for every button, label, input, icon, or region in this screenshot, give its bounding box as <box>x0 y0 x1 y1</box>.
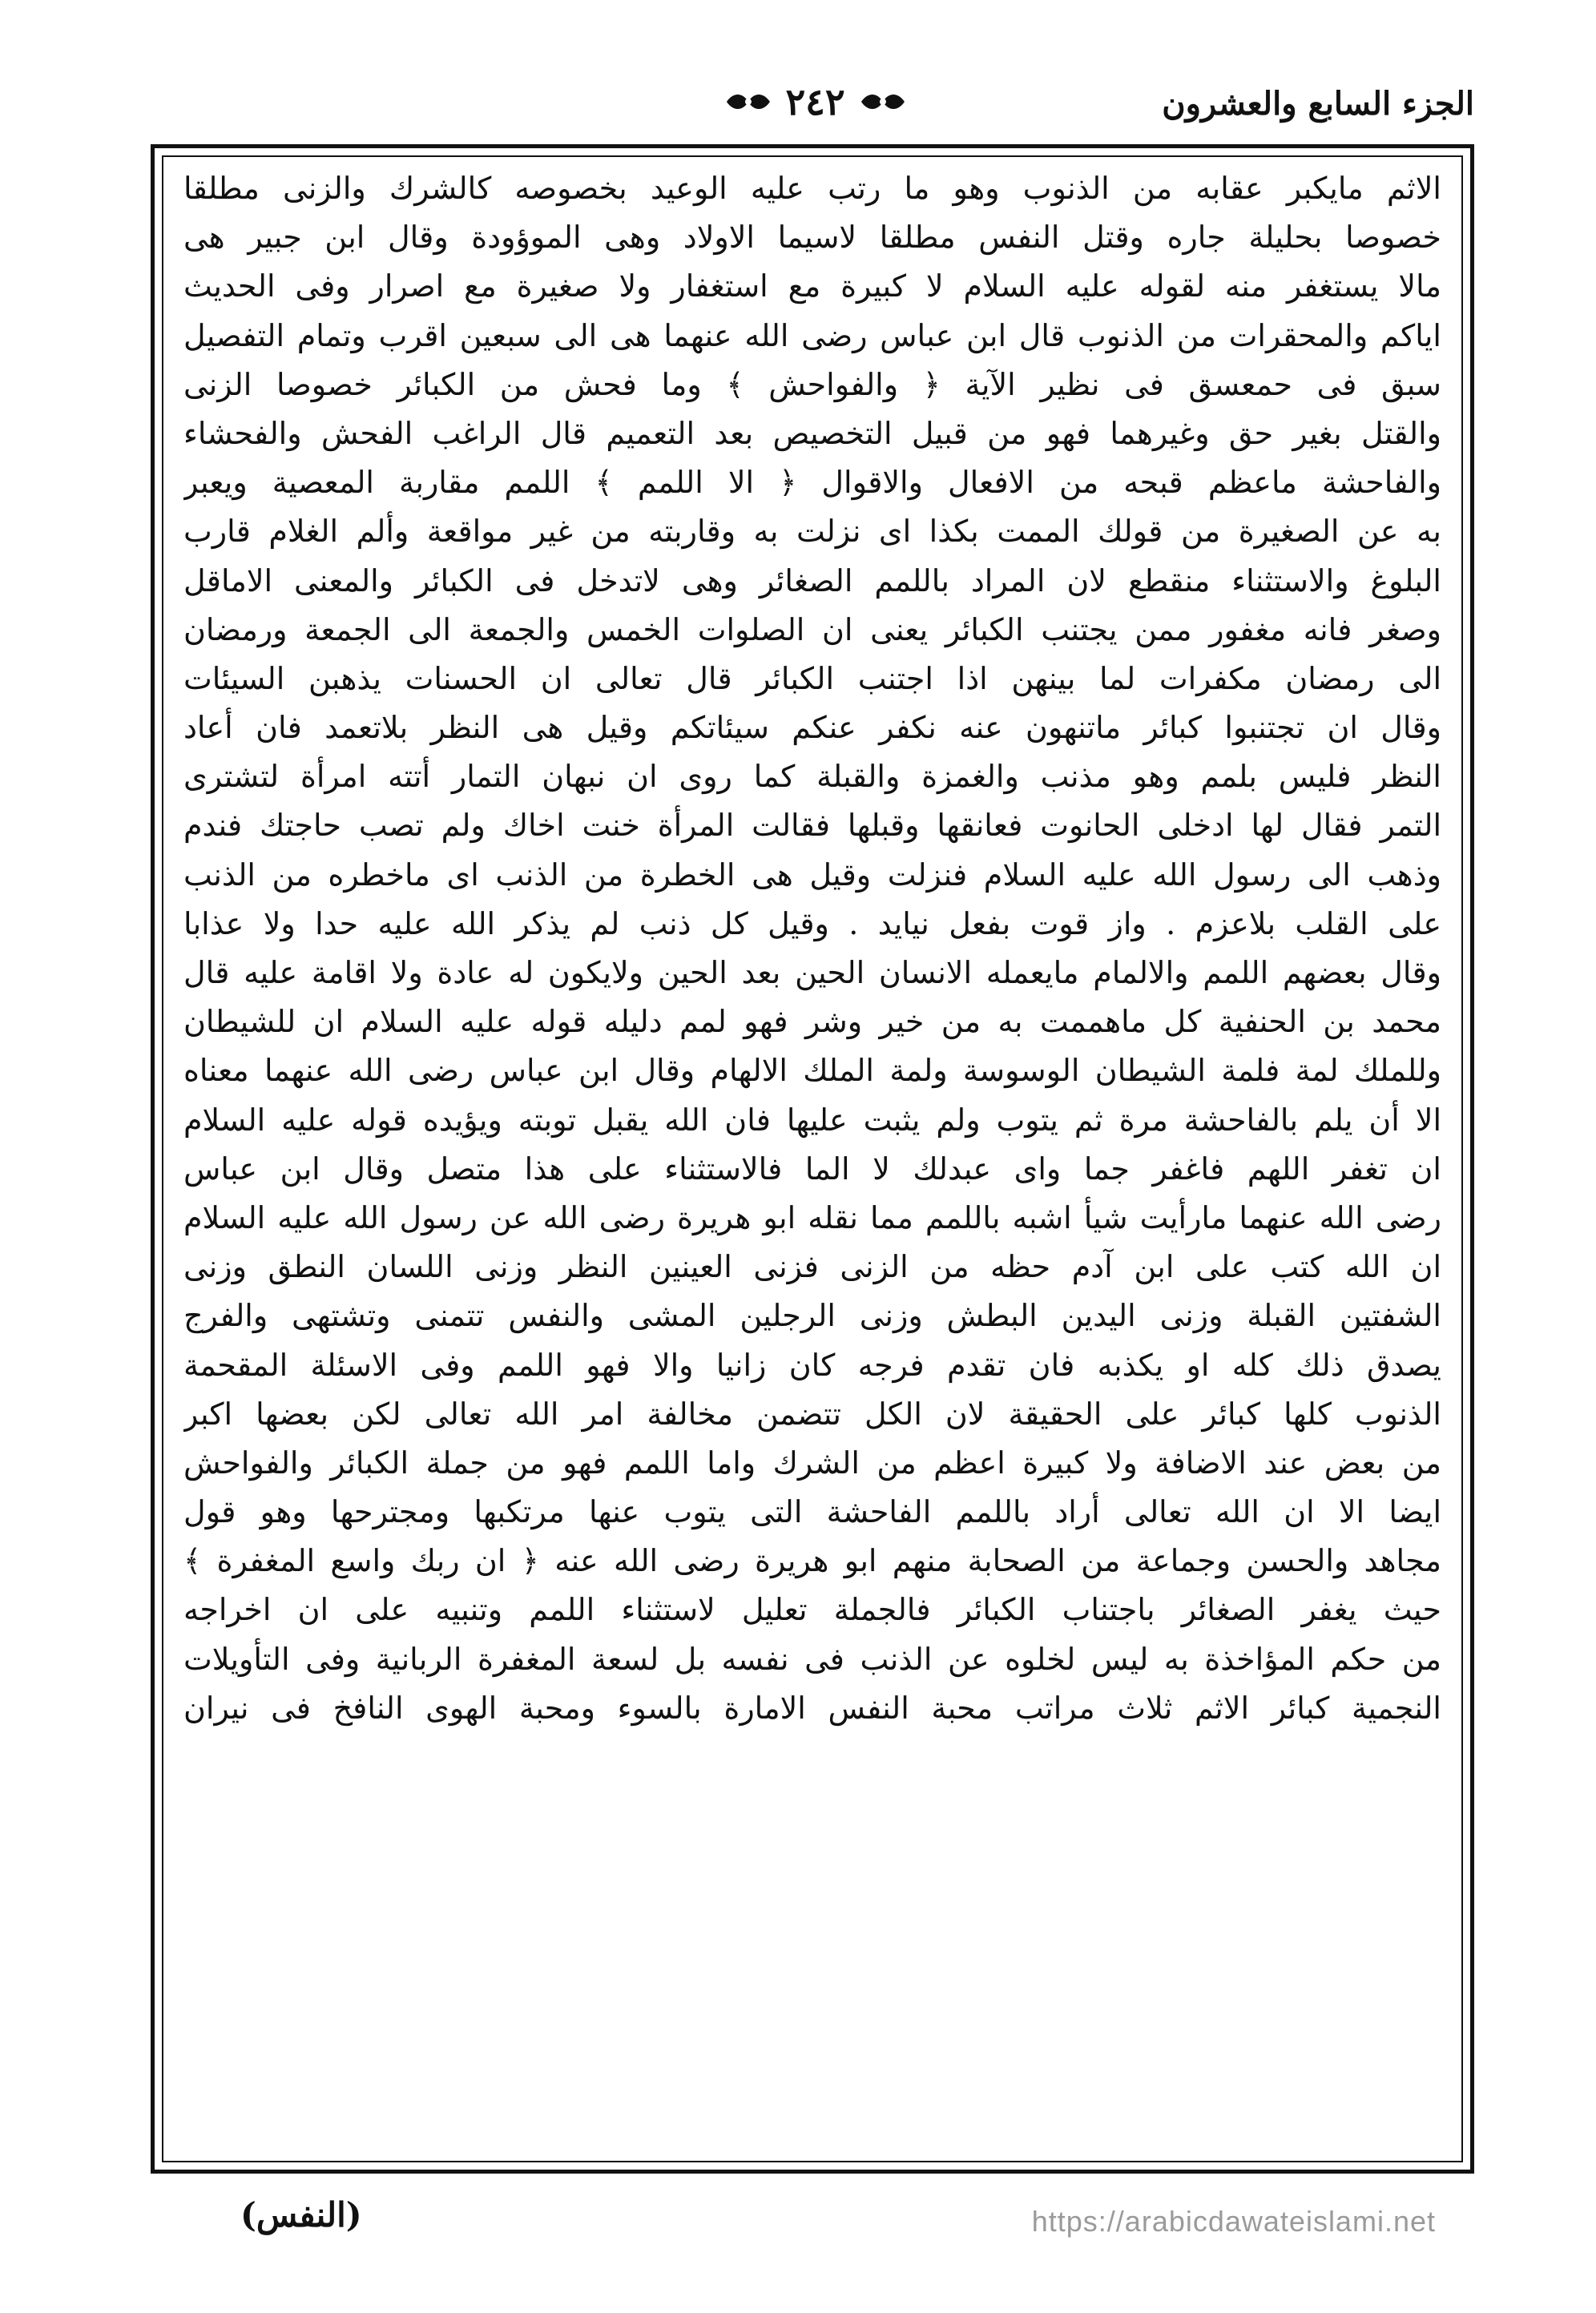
text-line: الشفتين القبلة وزنى اليدين البطش وزنى الرجلين المشى والنفس تتمنى وتشتهى والفرج <box>183 1298 1441 1334</box>
page-number: ٢٤٢ <box>785 80 845 123</box>
catchword: (النفس) <box>240 2195 362 2234</box>
text-line: على القلب بلاعزم . واز قوت بفعل نيايد . وقيل كل ذنب لم يذكر الله عليه حدا ولا عذابا <box>183 905 1441 941</box>
text-frame <box>151 144 1474 2174</box>
page-number-block <box>724 80 905 123</box>
main-text <box>183 164 1441 2154</box>
floral-ornament-icon <box>860 91 906 113</box>
running-header <box>156 77 1474 141</box>
source-watermark: https://arabicdawateislami.net <box>1031 2205 1436 2238</box>
floral-ornament-icon <box>724 91 771 113</box>
text-line: من حكم المؤاخذة به ليس لخلوه عن الذنب فى نفسه بل لسعة المغفرة الربانية وفى التأويلات <box>183 1641 1441 1677</box>
text-line: ايضا الا ان الله تعالى أراد باللمم الفاحشة التى يتوب عنها مرتكبها ومجترحها وهو قول <box>183 1494 1441 1530</box>
text-line: وقال ان تجتنبوا كبائر ماتنهون عنه نكفر عنكم سيئاتكم وقيل هى النظر بلاتعمد فان أعاد <box>183 710 1441 746</box>
text-line: سبق فى حمعسق فى نظير الآية ﴿ والفواحش ﴾ وما فحش من الكبائر خصوصا الزنى <box>183 366 1441 402</box>
part-title: الجزء السابع والعشرون <box>1162 85 1474 123</box>
text-line: ان الله كتب على ابن آدم حظه من الزنى فزنى العينين النظر وزنى اللسان النطق وزنى <box>183 1249 1441 1285</box>
text-line: اياكم والمحقرات من الذنوب قال ابن عباس رضى الله عنهما هى الى سبعين اقرب وتمام التفصيل <box>183 317 1441 353</box>
text-line: النظر فليس بلمم وهو مذنب والغمزة والقبلة كما روى ان نبهان التمار أتته امرأة لتشترى <box>183 759 1441 795</box>
text-line: وقال بعضهم اللمم والالمام مايعمله الانسان الحين بعد الحين ولايكون له عادة ولا اقامة عليه قال <box>183 955 1441 990</box>
text-line: وصغر فانه مغفور ممن يجتنب الكبائر يعنى ان الصلوات الخمس والجمعة الى الجمعة ورمضان <box>183 611 1441 647</box>
text-line: به عن الصغيرة من قولك الممت بكذا اى نزلت به وقاربته من غير مواقعة وألم الغلام قارب <box>183 514 1441 550</box>
text-line: الاثم مايكبر عقابه من الذنوب وهو ما رتب عليه الوعيد بخصوصه كالشرك والزنى مطلقا <box>183 171 1441 206</box>
text-line: الى رمضان مكفرات لما بينهن اذا اجتنب الكبائر قال تعالى ان الحسنات يذهبن السيئات <box>183 660 1441 696</box>
text-line: ان تغفر اللهم فاغفر جما واى عبدلك لا الما فالاستثناء على هذا متصل وقال ابن عباس <box>183 1150 1441 1187</box>
text-line: وذهب الى رسول الله عليه السلام فنزلت وقيل هى الخطرة من الذنب اى ماخطره من الذنب <box>183 856 1441 893</box>
text-line: خصوصا بحليلة جاره وقتل النفس مطلقا لاسيما الاولاد وهى الموؤودة وقال ابن جبير هى <box>183 220 1441 256</box>
text-line: يصدق ذلك كله او يكذبه فان تقدم فرجه كان زانيا والا فهو اللمم وفى الاسئلة المقحمة <box>183 1347 1441 1383</box>
text-line: التمر فقال لها ادخلى الحانوت فعانقها وقبلها فقالت المرأة خنت اخاك ولم تصب حاجتك فندم <box>183 808 1441 844</box>
text-line: النجمية كبائر الاثم ثلاث مراتب محبة النفس الامارة بالسوء ومحبة الهوى النافخ فى نيران <box>183 1690 1441 1726</box>
text-line: البلوغ والاستثناء منقطع لان المراد باللمم الصغائر وهى لاتدخل فى الكبائر والمعنى الاماقل <box>183 562 1441 598</box>
text-line: مالا يستغفر منه لقوله عليه السلام لا كبيرة مع استغفار ولا صغيرة مع اصرار وفى الحديث <box>183 268 1441 304</box>
text-line: الذنوب كلها كبائر على الحقيقة لان الكل تتضمن مخالفة امر الله تعالى لكن بعضها اكبر <box>183 1396 1441 1432</box>
text-line: محمد بن الحنفية كل ماهممت به من خير وشر فهو لمم دليله قوله عليه السلام ان للشيطان <box>183 1004 1441 1040</box>
text-line: والقتل بغير حق وغيرهما فهو من قبيل التخصيص بعد التعميم قال الراغب الفحش والفحشاء <box>183 415 1441 451</box>
text-line: وللملك لمة فلمة الشيطان الوسوسة ولمة الملك الالهام وقال ابن عباس رضى الله عنهما معناه <box>183 1053 1441 1089</box>
text-line: رضى الله عنهما مارأيت شيأ اشبه باللمم مما نقله ابو هريرة رضى الله عن رسول الله عليه السلام <box>183 1199 1441 1235</box>
text-line: من بعض عند الاضافة ولا كبيرة اعظم من الشرك واما اللمم فهو من جملة الكبائر والفواحش <box>183 1445 1441 1481</box>
text-line: والفاحشة ماعظم قبحه من الافعال والاقوال ﴿ الا اللمم ﴾ اللمم مقاربة المعصية ويعبر <box>183 465 1441 501</box>
text-line: الا أن يلم بالفاحشة مرة ثم يتوب ولم يثبت عليها فان الله يقبل توبته ويؤيده قوله عليه السلام <box>183 1102 1441 1138</box>
text-line: مجاهد والحسن وجماعة من الصحابة منهم ابو هريرة رضى الله عنه ﴿ ان ربك واسع المغفرة ﴾ <box>183 1543 1441 1579</box>
text-line: حيث يغفر الصغائر باجتناب الكبائر فالجملة تعليل لاستثناء اللمم وتنبيه على ان اخراجه <box>183 1592 1441 1628</box>
